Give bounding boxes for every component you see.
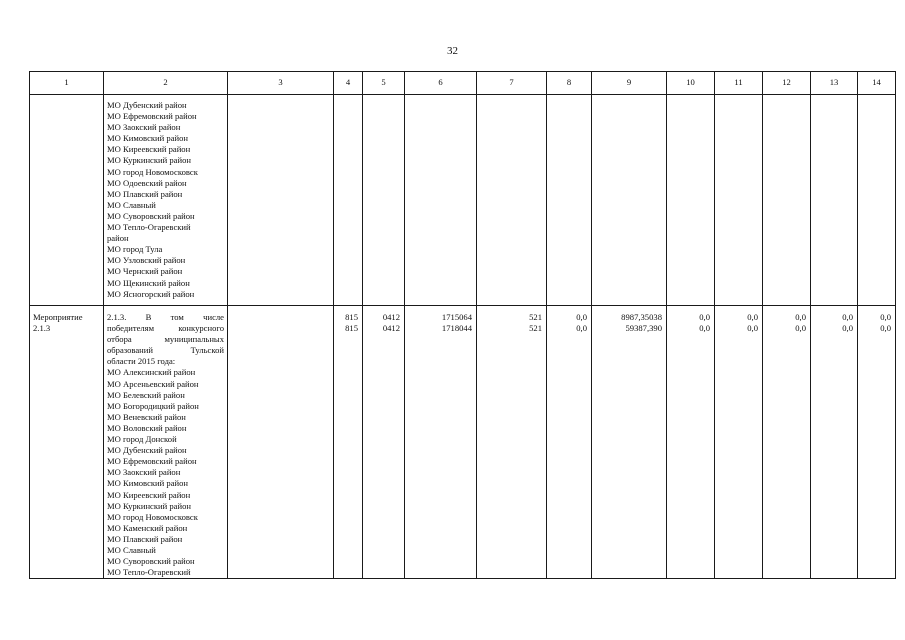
cell-col5	[363, 95, 405, 306]
cell-col11	[715, 306, 763, 579]
value: 0,0	[842, 323, 853, 334]
cell-col11	[715, 95, 763, 306]
cell-col12	[763, 95, 811, 306]
value: 0,0	[747, 323, 758, 334]
value: 0,0	[880, 323, 891, 334]
municipality-item: МО город Новомосковск	[107, 511, 198, 522]
municipality-item: МО Веневский район	[107, 411, 186, 422]
cell-col2	[104, 306, 228, 579]
municipality-item: МО Суворовский район	[107, 556, 195, 567]
cell-col9	[592, 306, 667, 579]
cell-col1	[30, 95, 104, 306]
municipality-item: МО Заокский район	[107, 467, 181, 478]
municipality-item: МО Заокский район	[107, 122, 181, 133]
cell-col13	[811, 95, 858, 306]
cell-col1	[30, 306, 104, 579]
value: 0,0	[576, 312, 587, 322]
municipality-item: МО Славный	[107, 544, 156, 555]
cell-col10	[667, 306, 715, 579]
column-header: 3	[228, 72, 334, 95]
municipality-item: МО город Новомосковск	[107, 166, 198, 177]
value: 521	[529, 323, 542, 334]
cell-col2	[104, 95, 228, 306]
municipality-item: МО Куркинский район	[107, 155, 191, 166]
value: 815	[345, 323, 358, 334]
value: 815	[345, 312, 358, 322]
column-header: 6	[405, 72, 477, 95]
column-header: 9	[592, 72, 667, 95]
cell-col6	[405, 95, 477, 306]
value: 0,0	[699, 312, 710, 322]
column-header: 12	[763, 72, 811, 95]
municipality-item: МО Воловский район	[107, 422, 187, 433]
municipality-item: МО Ясногорский район	[107, 288, 195, 299]
column-header: 4	[334, 72, 363, 95]
description-line: 2.1.3. В том числе	[107, 312, 224, 322]
cell-col10	[667, 95, 715, 306]
value: 8987,35038	[621, 312, 662, 322]
column-header: 8	[547, 72, 592, 95]
municipality-item: МО Белевский район	[107, 389, 185, 400]
cell-col7	[477, 306, 547, 579]
column-header: 10	[667, 72, 715, 95]
event-description	[107, 312, 224, 367]
event-number: 2.1.3	[33, 323, 51, 334]
municipality-item: МО Узловский район	[107, 255, 186, 266]
municipality-item: МО Плавский район	[107, 188, 183, 199]
cell-col8	[547, 95, 592, 306]
municipality-item: МО Тепло-Огаревский	[107, 567, 191, 578]
column-header: 13	[811, 72, 858, 95]
value: 0412	[382, 323, 400, 334]
cell-col14	[858, 306, 896, 579]
cell-col3	[228, 95, 334, 306]
value: 521	[529, 312, 542, 322]
value: 0412	[382, 312, 400, 322]
municipality-item: МО Тепло-Огаревский	[107, 222, 191, 233]
municipality-item: МО Щекинский район	[107, 277, 190, 288]
municipality-item: МО Куркинский район	[107, 500, 191, 511]
value: 0,0	[795, 323, 806, 334]
header-row	[30, 72, 896, 95]
column-header: 11	[715, 72, 763, 95]
municipality-item: МО Каменский район	[107, 522, 188, 533]
municipality-item: МО Арсеньевский район	[107, 378, 199, 389]
cell-col13	[811, 306, 858, 579]
municipality-item: МО Кимовский район	[107, 478, 189, 489]
municipality-item: МО Суворовский район	[107, 210, 195, 221]
value: 1718044	[441, 323, 472, 334]
municipality-item: МО город Тула	[107, 244, 163, 255]
cell-col4	[334, 306, 363, 579]
municipality-item: МО город Донской	[107, 434, 177, 445]
value: 0,0	[576, 323, 587, 334]
value: 0,0	[699, 323, 710, 334]
cell-col3	[228, 306, 334, 579]
column-header: 2	[104, 72, 228, 95]
value: 0,0	[842, 312, 853, 322]
event-title: Мероприятие	[33, 312, 83, 322]
cell-col7	[477, 95, 547, 306]
value: 1715064	[441, 312, 472, 322]
cell-col4	[334, 95, 363, 306]
page-number: 32	[447, 45, 458, 57]
table-row-event-2-1-3	[30, 306, 896, 579]
municipality-item: МО Ефремовский район	[107, 111, 197, 122]
value: 0,0	[747, 312, 758, 322]
description-line: области 2015 года:	[107, 356, 176, 367]
description-line: отбора муниципальных	[107, 334, 224, 345]
cell-col6	[405, 306, 477, 579]
column-header: 5	[363, 72, 405, 95]
cell-col12	[763, 306, 811, 579]
cell-col5	[363, 306, 405, 579]
municipality-item: район	[107, 233, 129, 244]
municipality-item: МО Кимовский район	[107, 133, 189, 144]
cell-col14	[858, 95, 896, 306]
budget-table	[29, 71, 896, 579]
municipality-item: МО Богородицкий район	[107, 400, 199, 411]
column-header: 14	[858, 72, 896, 95]
value: 59387,390	[625, 323, 662, 334]
description-line: победителям конкурсного	[107, 323, 224, 334]
table-row-continuation	[30, 95, 896, 306]
value: 0,0	[795, 312, 806, 322]
column-header: 7	[477, 72, 547, 95]
municipality-item: МО Плавский район	[107, 533, 183, 544]
municipality-item: МО Славный	[107, 199, 156, 210]
municipality-item: МО Дубенский район	[107, 100, 187, 110]
cell-col9	[592, 95, 667, 306]
municipality-item: МО Ефремовский район	[107, 456, 197, 467]
municipality-item: МО Киреевский район	[107, 489, 191, 500]
municipality-item: МО Киреевский район	[107, 144, 191, 155]
column-header: 1	[30, 72, 104, 95]
description-line: образований Тульской	[107, 345, 224, 356]
municipality-item: МО Дубенский район	[107, 445, 187, 456]
cell-col8	[547, 306, 592, 579]
value: 0,0	[880, 312, 891, 322]
municipality-item: МО Алексинский район	[107, 367, 196, 378]
municipality-item: МО Одоевский район	[107, 177, 187, 188]
municipality-item: МО Чернский район	[107, 266, 183, 277]
